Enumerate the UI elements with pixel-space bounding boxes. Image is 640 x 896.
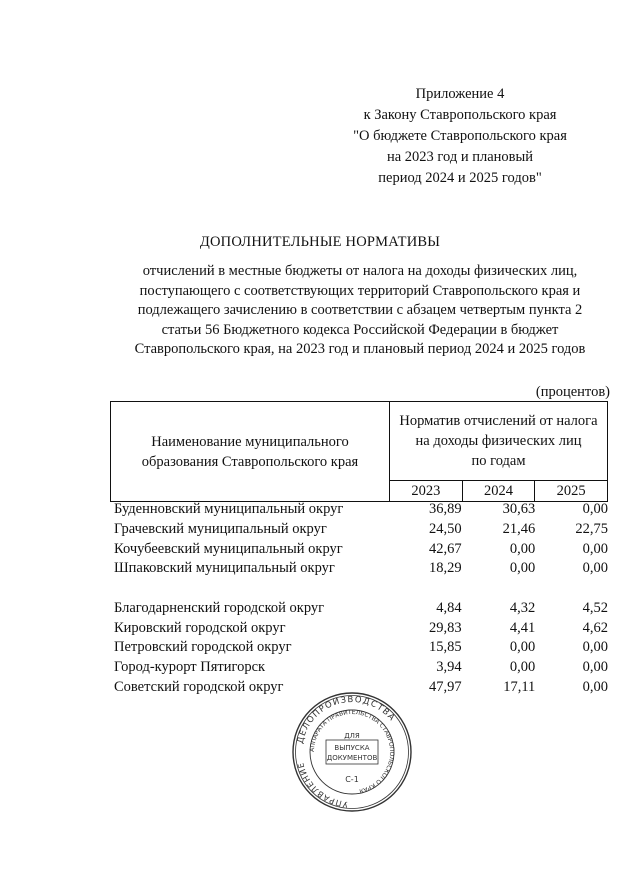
appendix-line: Приложение 4 [415,86,505,102]
year-header: 2023 [390,481,463,502]
official-stamp [290,690,414,814]
row-name: Советский городской округ [114,678,284,695]
appendix-line: период 2024 и 2025 годов" [378,170,542,186]
row-value-2025: 0,00 [582,639,608,656]
row-name: Благодарненский городской округ [114,600,325,617]
row-value-2023: 24,50 [428,521,462,538]
table-row [110,658,608,678]
subtitle-line: Ставропольского края, на 2023 год и плановый период 2024 и 2025 годов [134,341,586,358]
row-value-2025: 0,00 [582,540,608,557]
row-name: Грачевский муниципальный округ [114,521,327,538]
row-value-2023: 18,29 [428,560,462,577]
appendix-line: к Закону Ставропольского края [363,107,557,123]
stamp-graphic [290,690,414,814]
table-row [110,599,608,619]
stamp-number: С-1 [345,775,359,784]
row-value-2024: 0,00 [509,540,536,557]
table-row [110,520,608,540]
stamp-center-line: ДОКУМЕНТОВ [326,754,378,762]
row-value-2024: 17,11 [503,678,536,695]
row-value-2024: 0,00 [509,560,536,577]
row-value-2023: 29,83 [428,619,462,636]
table-body [110,500,608,697]
stamp-inner-text: АППАРАТА ПРАВИТЕЛЬСТВА СТАВРОПОЛЬСКОГО КРАЯ [308,708,396,795]
document-subtitle [100,262,620,360]
row-value-2025: 0,00 [582,501,608,518]
row-value-2025: 4,52 [582,600,608,617]
row-value-2023: 4,84 [436,600,462,617]
header-norm-line: на доходы физических лиц [415,433,582,449]
row-value-2025: 0,00 [582,678,608,695]
table-row [110,500,608,520]
row-value-2024: 21,46 [502,521,536,538]
row-value-2024: 0,00 [509,639,536,656]
stamp-center-line: ДЛЯ [344,732,360,740]
row-value-2024: 4,32 [509,600,536,617]
row-value-2025: 22,75 [575,521,608,538]
header-name-line: Наименование муниципального [151,433,349,450]
table-row [110,618,608,638]
subtitle-line: подлежащего зачислению в соответствии с абзацем четвертым пункта 2 [137,302,583,319]
appendix-line: "О бюджете Ставропольского края [353,128,567,144]
header-norm-cell [390,402,608,481]
header-name-line: образования Ставропольского края [141,453,359,470]
appendix-block [300,84,620,189]
row-value-2024: 30,63 [502,501,536,518]
appendix-line: на 2023 год и плановый [386,149,534,165]
header-name-cell [111,402,390,502]
row-value-2023: 47,97 [428,678,462,695]
subtitle-line: отчислений в местные бюджеты от налога на доходы физических лиц, [142,263,578,279]
year-header: 2025 [535,481,608,502]
row-value-2024: 0,00 [509,659,536,676]
units-label: (процентов) [535,384,610,400]
stamp-center-line: ВЫПУСКА [334,744,370,752]
row-value-2023: 3,94 [436,659,462,676]
row-value-2025: 4,62 [582,619,608,636]
table-header [110,401,608,502]
row-name: Шпаковский муниципальный округ [114,560,335,577]
row-value-2025: 0,00 [582,560,608,577]
table-row [110,559,608,579]
row-name: Петровский городской округ [114,639,292,656]
subtitle-line: поступающего с соответствующих территорий Ставропольского края и [139,282,581,299]
document-title: ДОПОЛНИТЕЛЬНЫЕ НОРМАТИВЫ [199,234,441,250]
row-name: Буденновский муниципальный округ [114,501,344,518]
stamp-outer-text: ДЕЛОПРОИЗВОДСТВА [295,694,398,745]
row-value-2023: 36,89 [428,501,462,518]
group-spacer [110,579,608,599]
year-header: 2024 [462,481,535,502]
row-value-2024: 4,41 [509,619,536,636]
row-value-2023: 15,85 [428,639,462,656]
table-row [110,539,608,559]
row-value-2023: 42,67 [428,540,462,557]
row-name: Город-курорт Пятигорск [114,659,266,676]
row-value-2025: 0,00 [582,659,608,676]
stamp-left-text: УПРАВЛЕНИЕ [296,760,349,809]
header-norm-line: по годам [471,453,526,469]
subtitle-line: статьи 56 Бюджетного кодекса Российской Федерации в бюджет [161,321,559,338]
row-name: Кочубеевский муниципальный округ [114,540,343,557]
header-norm-line: Норматив отчислений от налога [399,413,598,429]
row-name: Кировский городской округ [114,619,286,636]
table-row [110,638,608,658]
